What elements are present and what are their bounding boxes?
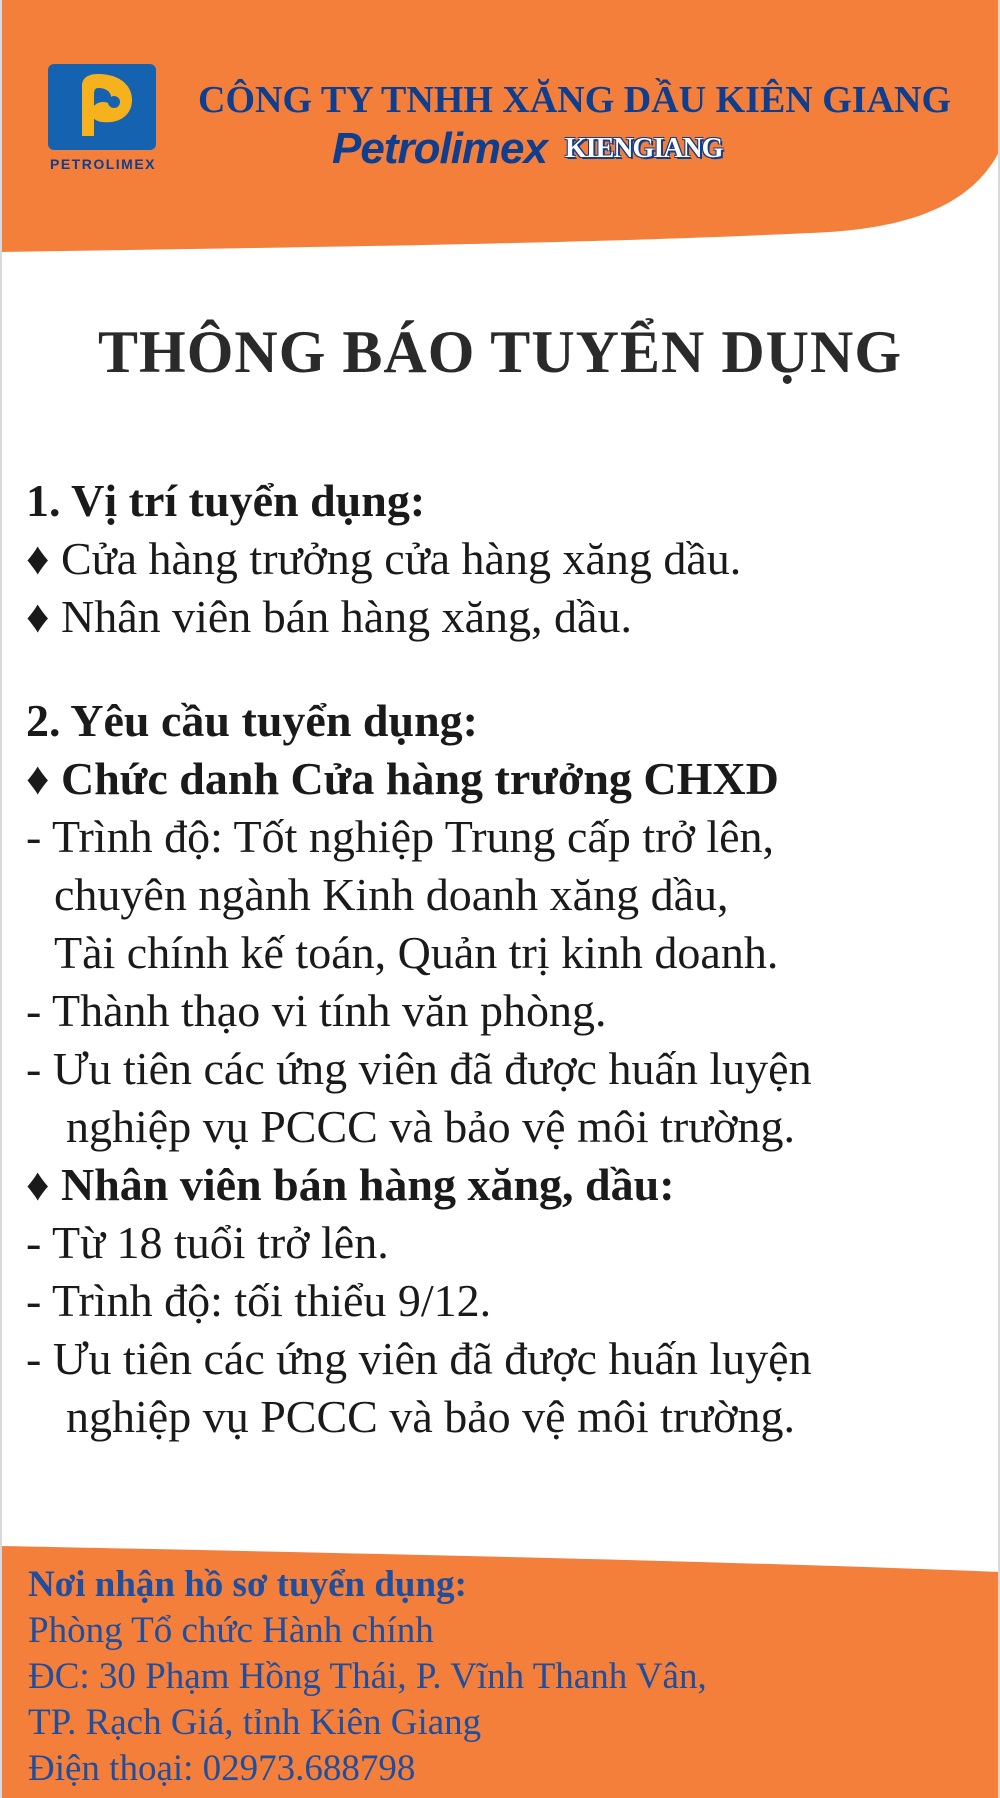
petrolimex-logo-icon	[48, 64, 156, 150]
contact-address-line1: ĐC: 30 Phạm Hồng Thái, P. Vĩnh Thanh Vân,	[28, 1656, 707, 1697]
position-item: ♦ Cửa hàng trưởng cửa hàng xăng dầu.	[26, 533, 742, 584]
requirement-line: - Trình độ: tối thiểu 9/12.	[26, 1275, 492, 1326]
section-heading-positions: 1. Vị trí tuyển dụng:	[26, 475, 426, 526]
brand-logotype	[332, 124, 728, 174]
section-heading-requirements: 2. Yêu cầu tuyển dụng:	[26, 695, 478, 746]
logo-wordmark: PETROLIMEX	[49, 156, 156, 172]
brand-subtitle: KIENGIANG	[564, 133, 723, 164]
requirement-line: nghiệp vụ PCCC và bảo vệ môi trường.	[66, 1391, 795, 1442]
requirement-line: nghiệp vụ PCCC và bảo vệ môi trường.	[66, 1101, 795, 1152]
requirement-line: Tài chính kế toán, Quản trị kinh doanh.	[54, 927, 779, 978]
position-item: ♦ Nhân viên bán hàng xăng, dầu.	[26, 591, 632, 642]
brand-name: Petrolimex	[332, 124, 547, 173]
page-title: THÔNG BÁO TUYỂN DỤNG	[98, 319, 902, 385]
requirement-line: chuyên ngành Kinh doanh xăng dầu,	[54, 869, 729, 920]
contact-department: Phòng Tổ chức Hành chính	[28, 1610, 434, 1651]
requirement-line: - Trình độ: Tốt nghiệp Trung cấp trở lên,	[26, 811, 775, 862]
role-title-sales-staff: ♦ Nhân viên bán hàng xăng, dầu:	[26, 1159, 675, 1210]
requirement-line: - Từ 18 tuổi trở lên.	[26, 1217, 389, 1268]
petrolimex-logo	[22, 62, 184, 180]
role-title-store-manager: ♦ Chức danh Cửa hàng trưởng CHXD	[26, 753, 779, 804]
company-name: CÔNG TY TNHH XĂNG DẦU KIÊN GIANG	[198, 79, 952, 121]
application-contact	[28, 1562, 988, 1792]
contact-heading: Nơi nhận hồ sơ tuyển dụng:	[28, 1564, 467, 1605]
requirement-line: - Thành thạo vi tính văn phòng.	[26, 985, 607, 1036]
requirement-line: - Ưu tiên các ứng viên đã được huấn luyện	[26, 1333, 812, 1384]
requirement-line: - Ưu tiên các ứng viên đã được huấn luyện	[26, 1043, 812, 1094]
contact-address-line2: TP. Rạch Giá, tỉnh Kiên Giang	[28, 1702, 482, 1743]
contact-phone: Điện thoại: 02973.688798	[28, 1748, 416, 1789]
recruitment-details	[26, 472, 986, 1446]
